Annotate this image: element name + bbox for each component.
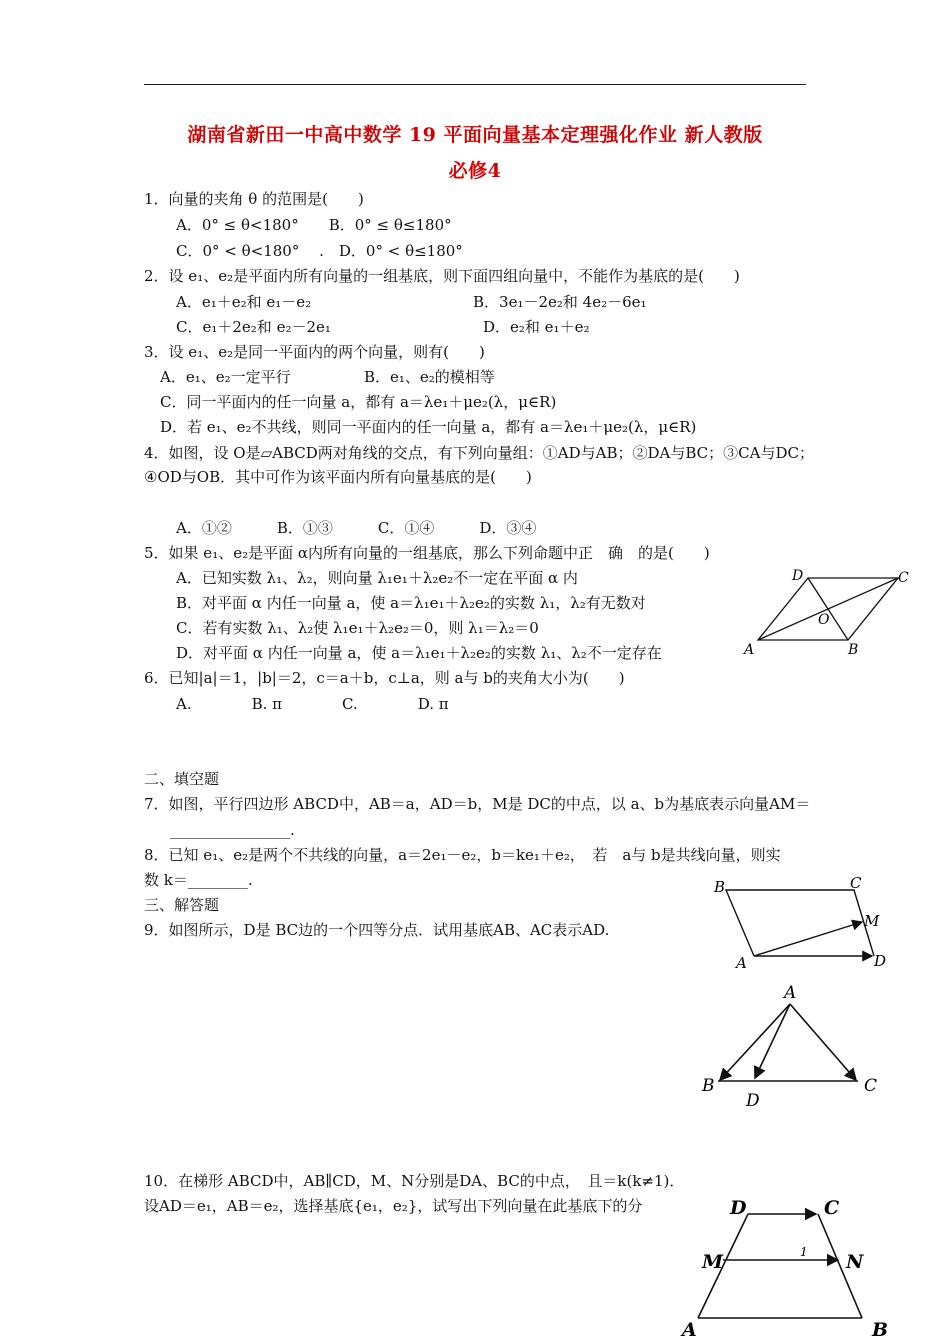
q5-option-d: D．对平面 α 内任一向量 a，使 a＝λ₁e₁＋λ₂e₂的实数 λ₁、λ₂不一定存在 bbox=[176, 644, 662, 662]
q4-options: A．①② B．①③ C．①④ D．③④ bbox=[176, 519, 537, 537]
question-9: 9．如图所示，D是 BC边的一个四等分点．试用基底AB、AC表示AD. bbox=[144, 921, 610, 939]
q2-option-d: D．e₂和 e₁＋e₂ bbox=[483, 318, 590, 336]
section-solutions: 三、解答题 bbox=[144, 896, 220, 914]
label-c: C bbox=[864, 1076, 878, 1096]
label-b: B bbox=[848, 642, 859, 658]
q5-option-b: B．对平面 α 内任一向量 a，使 a＝λ₁e₁＋λ₂e₂的实数 λ₁，λ₂有无数对 bbox=[176, 594, 646, 612]
label-a: A bbox=[736, 954, 747, 972]
q2-option-a: A．e₁＋e₂和 e₁－e₂ bbox=[176, 293, 312, 311]
label-c: C bbox=[850, 874, 862, 892]
q3-option-d: D．若 e₁、e₂不共线，则同一平面内的任一向量 a，都有 a＝λe₁＋μe₂(λ，μ∈R) bbox=[160, 418, 697, 436]
figure-parallelogram-abcd-o bbox=[740, 562, 920, 662]
question-10: 10．在梯形 ABCD中，AB∥CD，M、N分别是DA、BC的中点， 且＝k(k≠1)． bbox=[144, 1172, 685, 1190]
document-title-line2: 必修4 bbox=[448, 160, 502, 182]
question-3: 3．设 e₁、e₂是同一平面内的两个向量，则有( ) bbox=[144, 343, 485, 361]
label-d: D bbox=[874, 952, 887, 970]
label-d: D bbox=[746, 1091, 760, 1111]
label-a: A bbox=[744, 642, 755, 658]
question-10-cont: 设AD＝e₁，AB＝e₂，选择基底{e₁，e₂}，试写出下列向量在此基底下的分 bbox=[144, 1197, 643, 1215]
question-4-cont: ④OD与OB．其中可作为该平面内所有向量基底的是( ) bbox=[144, 468, 532, 486]
label-m: M bbox=[702, 1251, 724, 1273]
figure-triangle-abc-d bbox=[698, 978, 888, 1113]
label-a: A bbox=[784, 983, 797, 1003]
q3-option-a: A．e₁、e₂一定平行 bbox=[160, 368, 291, 386]
label-o: O bbox=[818, 612, 830, 628]
figure-trapezoid-abcd-mn bbox=[676, 1192, 896, 1340]
q1-options-ab: A．0° ≤ θ<180° B．0° ≤ θ≤180° bbox=[176, 216, 452, 234]
q2-option-c: C．e₁＋2e₂和 e₂－2e₁ bbox=[176, 318, 331, 336]
question-6: 6．已知|a|＝1，|b|＝2，c＝a＋b，c⊥a，则 a与 b的夹角大小为( ) bbox=[144, 669, 625, 687]
label-b: B bbox=[702, 1076, 715, 1096]
q5-option-c: C．若有实数 λ₁、λ₂使 λ₁e₁＋λ₂e₂＝0，则 λ₁＝λ₂＝0 bbox=[176, 619, 539, 637]
q3-option-c: C．同一平面内的任一向量 a，都有 a＝λe₁＋μe₂(λ，μ∈R) bbox=[160, 393, 557, 411]
q3-option-b: B．e₁、e₂的模相等 bbox=[364, 368, 495, 386]
section-fill-in: 二、填空题 bbox=[144, 770, 220, 788]
question-8-cont: 数 k＝________. bbox=[144, 871, 253, 889]
question-8: 8．已知 e₁、e₂是两个不共线的向量，a＝2e₁－e₂，b＝ke₁＋e₂， 若 a与 b是共线向量，则实 bbox=[144, 846, 781, 864]
q6-options: A. B. π C. D. π bbox=[176, 695, 449, 713]
question-7: 7．如图，平行四边形 ABCD中，AB＝a，AD＝b，M是 DC的中点，以 a、b为基底表示向量AM＝ bbox=[144, 795, 811, 813]
document-title-line1: 湖南省新田一中高中数学 19 平面向量基本定理强化作业 新人教版 bbox=[187, 124, 763, 146]
label-d: D bbox=[730, 1197, 747, 1219]
label-a: A bbox=[682, 1319, 697, 1340]
label-m: M bbox=[864, 912, 880, 930]
question-5: 5．如果 e₁、e₂是平面 α内所有向量的一组基底，那么下列命题中正 确 的是( ) bbox=[144, 544, 710, 562]
question-1: 1．向量的夹角 θ 的范围是( ) bbox=[144, 190, 364, 208]
question-7-blank: ________________. bbox=[170, 821, 295, 839]
figure-parallelogram-abcd-m bbox=[708, 872, 898, 972]
label-d: D bbox=[792, 568, 804, 584]
question-2: 2．设 e₁、e₂是平面内所有向量的一组基底，则下面四组向量中，不能作为基底的是( ) bbox=[144, 267, 740, 285]
q5-option-a: A．已知实数 λ₁、λ₂，则向量 λ₁e₁＋λ₂e₂不一定在平面 α 内 bbox=[176, 569, 578, 587]
label-b: B bbox=[872, 1319, 889, 1340]
question-4: 4．如图，设 O是▱ABCD两对角线的交点，有下列向量组：①AD与AB；②DA与BC；③CA与DC； bbox=[144, 444, 814, 462]
label-c: C bbox=[898, 570, 909, 586]
q1-options-cd: C．0° < θ<180° . D．0° < θ≤180° bbox=[176, 242, 463, 260]
tick-label: 1 bbox=[800, 1245, 808, 1259]
label-b: B bbox=[714, 878, 726, 896]
label-c: C bbox=[824, 1197, 840, 1219]
q2-option-b: B．3e₁－2e₂和 4e₂－6e₁ bbox=[473, 293, 647, 311]
header-rule bbox=[144, 84, 806, 85]
label-n: N bbox=[846, 1251, 864, 1273]
